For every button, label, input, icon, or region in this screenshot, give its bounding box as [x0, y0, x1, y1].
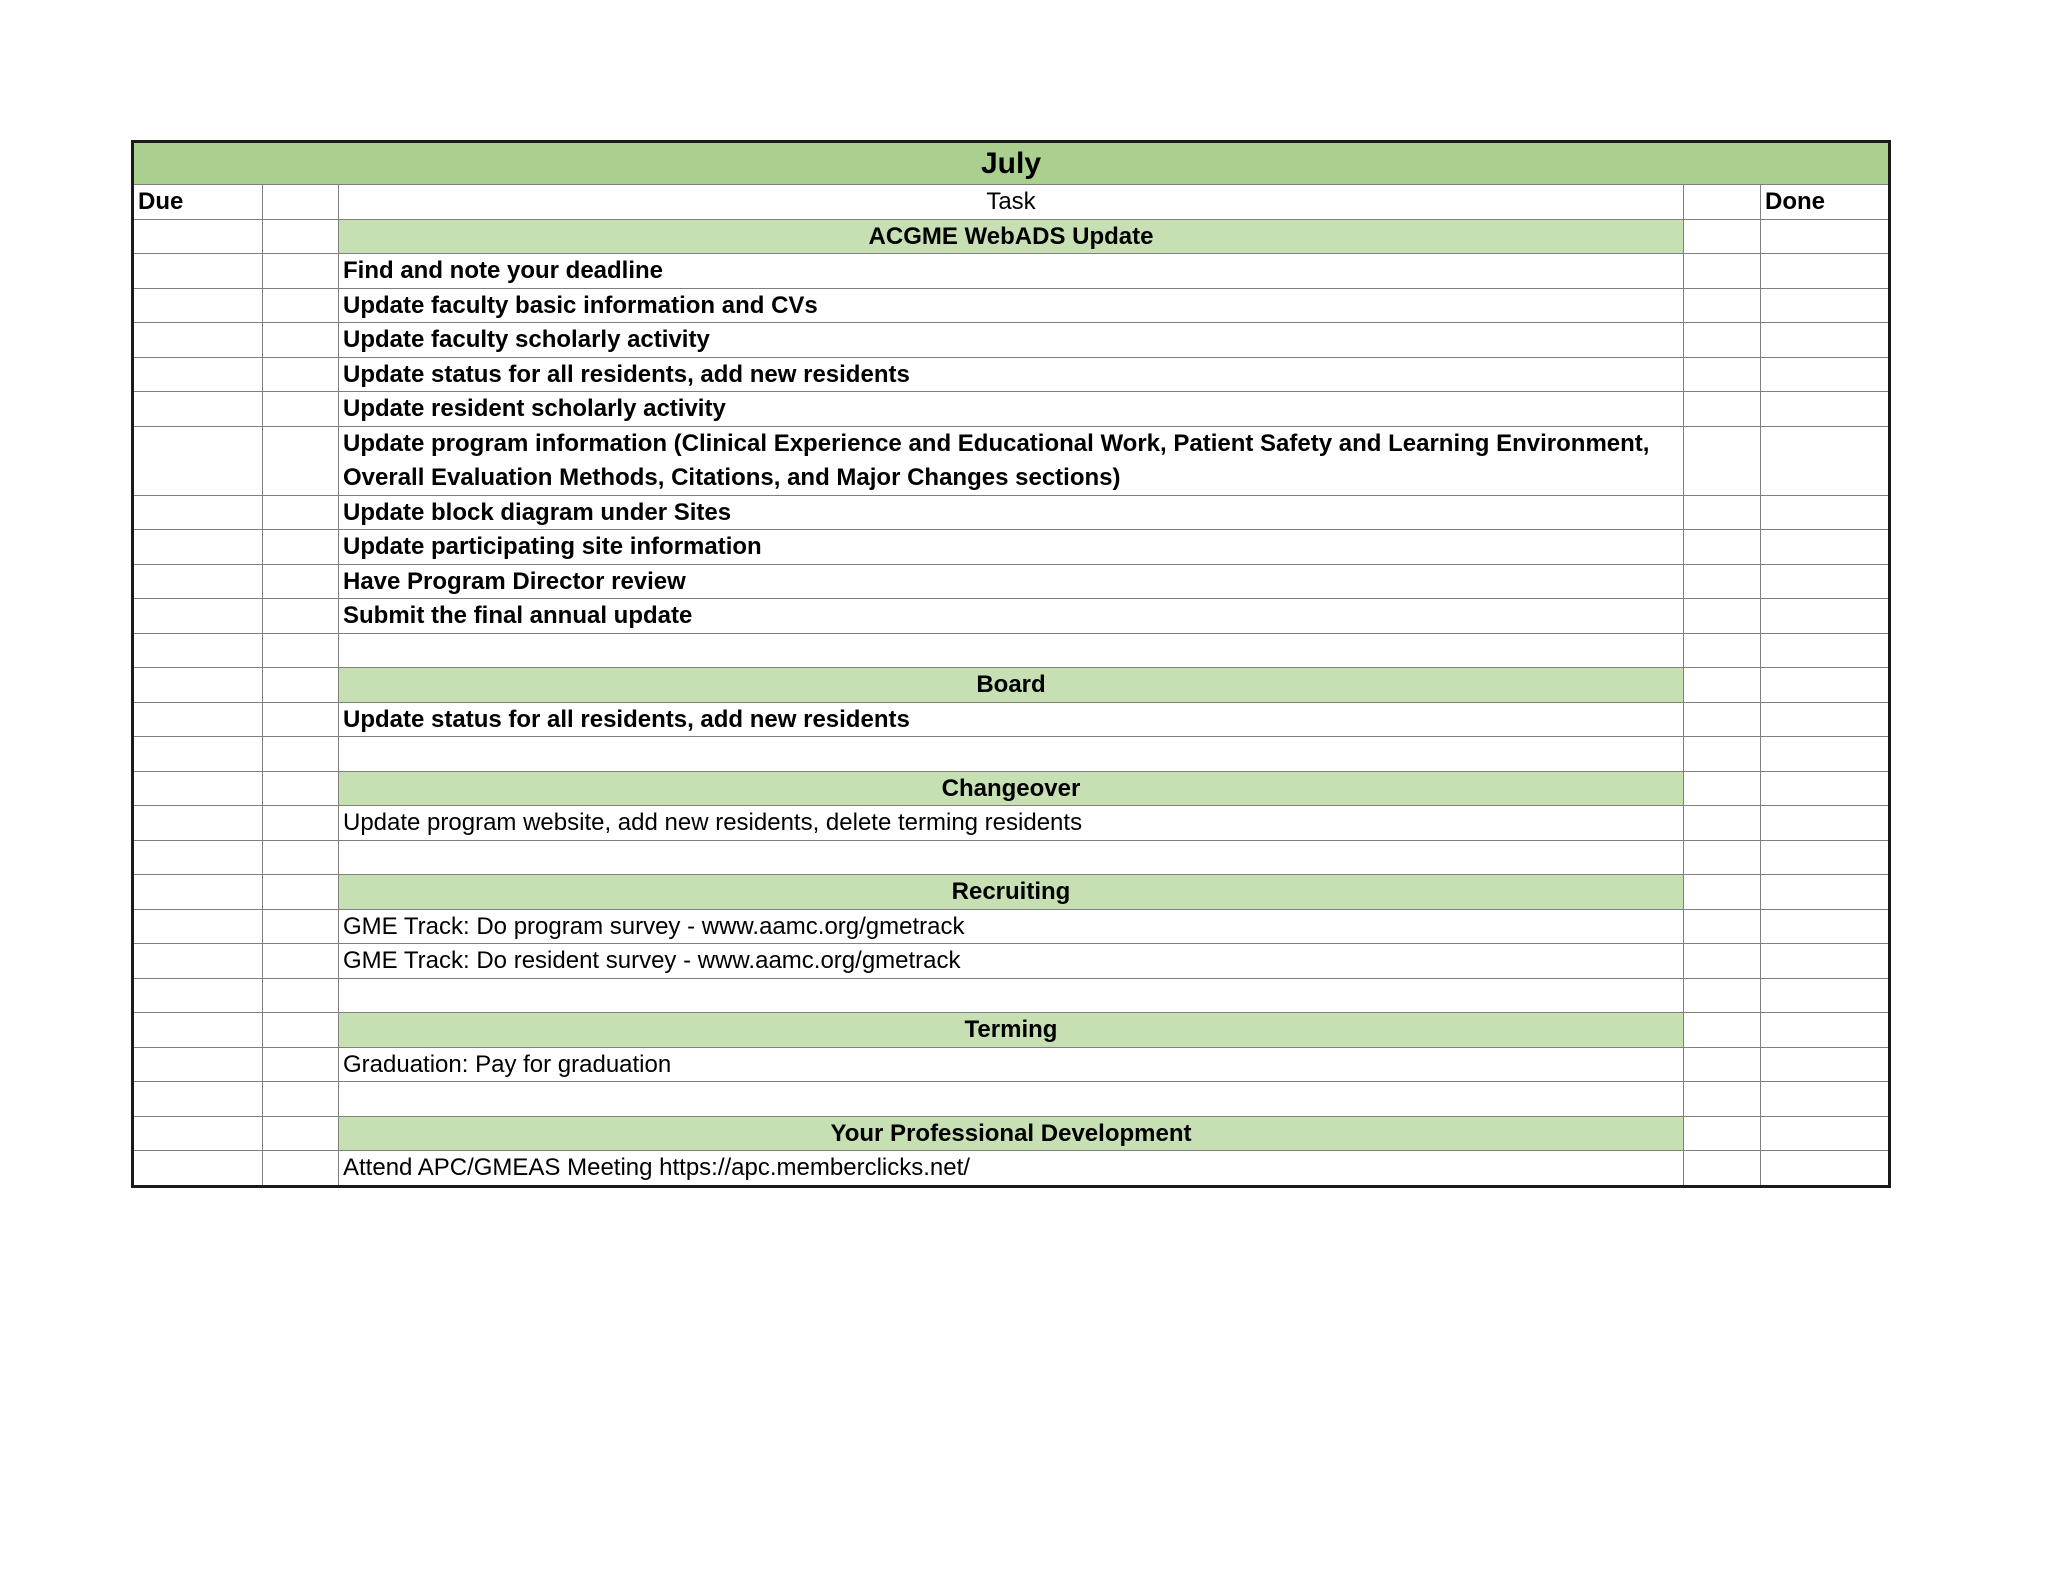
month-title-row — [133, 142, 1890, 185]
done-check-cell[interactable] — [1761, 495, 1890, 530]
task-cell-empty[interactable] — [339, 737, 1684, 772]
spacer-cell[interactable] — [263, 254, 339, 289]
empty-row — [133, 978, 1890, 1013]
spacer-cell[interactable] — [263, 1151, 339, 1187]
spacer-cell[interactable] — [263, 599, 339, 634]
spacer-cell[interactable] — [263, 564, 339, 599]
empty-row — [133, 633, 1890, 668]
section-header-row — [133, 219, 1890, 254]
spacer-cell[interactable] — [1684, 909, 1761, 944]
spacer-cell[interactable] — [1684, 633, 1761, 668]
due-date-cell[interactable] — [133, 495, 263, 530]
due-date-cell[interactable] — [133, 288, 263, 323]
due-date-cell[interactable] — [133, 840, 263, 875]
spacer-cell[interactable] — [1684, 1116, 1761, 1151]
due-date-cell[interactable] — [133, 771, 263, 806]
task-cell[interactable]: Update status for all residents, add new residents — [339, 357, 1684, 392]
spacer-cell[interactable] — [263, 737, 339, 772]
done-check-cell[interactable] — [1761, 944, 1890, 979]
spacer-cell[interactable] — [1684, 978, 1761, 1013]
done-check-cell[interactable] — [1761, 1151, 1890, 1187]
july-checklist-table — [131, 140, 1891, 1188]
spacer-cell[interactable] — [263, 978, 339, 1013]
task-row — [133, 806, 1890, 841]
spacer-cell[interactable] — [263, 1082, 339, 1117]
spacer-cell[interactable] — [1684, 392, 1761, 427]
task-row — [133, 1047, 1890, 1082]
task-row — [133, 495, 1890, 530]
done-check-cell[interactable] — [1761, 1047, 1890, 1082]
task-row — [133, 909, 1890, 944]
spacer-cell[interactable] — [1684, 737, 1761, 772]
spacer-cell[interactable] — [263, 909, 339, 944]
done-check-cell[interactable] — [1761, 875, 1890, 910]
done-column-header: Done — [1761, 185, 1890, 220]
due-date-cell[interactable] — [133, 1082, 263, 1117]
spacer-cell[interactable] — [1684, 357, 1761, 392]
spacer-cell[interactable] — [263, 392, 339, 427]
due-date-cell[interactable] — [133, 702, 263, 737]
empty-row — [133, 737, 1890, 772]
task-row — [133, 254, 1890, 289]
done-check-cell[interactable] — [1761, 771, 1890, 806]
spacer-cell[interactable] — [263, 633, 339, 668]
due-date-cell[interactable] — [133, 806, 263, 841]
section-header-row — [133, 668, 1890, 703]
section-header-row — [133, 1013, 1890, 1048]
section-title[interactable]: Board — [339, 668, 1684, 703]
section-title[interactable]: Terming — [339, 1013, 1684, 1048]
done-check-cell[interactable] — [1761, 530, 1890, 565]
month-title: July — [133, 142, 1890, 185]
section-title[interactable]: ACGME WebADS Update — [339, 219, 1684, 254]
section-header-row — [133, 875, 1890, 910]
done-check-cell[interactable] — [1761, 668, 1890, 703]
task-cell[interactable]: Update participating site information — [339, 530, 1684, 565]
task-cell[interactable]: Have Program Director review — [339, 564, 1684, 599]
spacer-cell[interactable] — [263, 1116, 339, 1151]
task-cell[interactable]: Update faculty scholarly activity — [339, 323, 1684, 358]
done-check-cell[interactable] — [1761, 909, 1890, 944]
task-cell[interactable]: Update program information (Clinical Experience and Educational Work, Patient Safety and Learning Environment, Overall Evaluation Methods, Citations, and Major Changes sections) — [339, 426, 1684, 495]
task-cell-empty[interactable] — [339, 978, 1684, 1013]
checklist-body — [133, 142, 1890, 1187]
done-check-cell[interactable] — [1761, 737, 1890, 772]
task-cell-empty[interactable] — [339, 633, 1684, 668]
task-cell[interactable]: Update resident scholarly activity — [339, 392, 1684, 427]
task-cell[interactable]: Attend APC/GMEAS Meeting https://apc.memberclicks.net/ — [339, 1151, 1684, 1187]
section-header-row — [133, 771, 1890, 806]
done-check-cell[interactable] — [1761, 599, 1890, 634]
due-date-cell[interactable] — [133, 875, 263, 910]
spacer-cell[interactable] — [1684, 1047, 1761, 1082]
due-date-cell[interactable] — [133, 1151, 263, 1187]
spacer-cell[interactable] — [1684, 771, 1761, 806]
spacer-cell[interactable] — [1684, 564, 1761, 599]
due-date-cell[interactable] — [133, 633, 263, 668]
done-check-cell[interactable] — [1761, 1082, 1890, 1117]
spacer-cell[interactable] — [263, 288, 339, 323]
task-row — [133, 392, 1890, 427]
due-date-cell[interactable] — [133, 392, 263, 427]
spacer-cell[interactable] — [263, 426, 339, 495]
task-cell[interactable]: Update status for all residents, add new residents — [339, 702, 1684, 737]
spacer-cell[interactable] — [263, 530, 339, 565]
spacer-cell[interactable] — [263, 806, 339, 841]
blank-column-header — [1684, 185, 1761, 220]
section-header-row — [133, 1116, 1890, 1151]
task-cell[interactable]: GME Track: Do resident survey - www.aamc.org/gmetrack — [339, 944, 1684, 979]
blank-column-header — [263, 185, 339, 220]
due-date-cell[interactable] — [133, 909, 263, 944]
done-check-cell[interactable] — [1761, 426, 1890, 495]
task-cell[interactable]: Find and note your deadline — [339, 254, 1684, 289]
task-row — [133, 944, 1890, 979]
section-title[interactable]: Your Professional Development — [339, 1116, 1684, 1151]
spacer-cell[interactable] — [263, 944, 339, 979]
task-row — [133, 323, 1890, 358]
done-check-cell[interactable] — [1761, 323, 1890, 358]
task-cell[interactable]: Submit the final annual update — [339, 599, 1684, 634]
due-date-cell[interactable] — [133, 323, 263, 358]
spacer-cell[interactable] — [1684, 495, 1761, 530]
spacer-cell[interactable] — [263, 219, 339, 254]
spacer-cell[interactable] — [1684, 806, 1761, 841]
column-header-row — [133, 185, 1890, 220]
due-date-cell[interactable] — [133, 357, 263, 392]
task-cell[interactable]: Graduation: Pay for graduation — [339, 1047, 1684, 1082]
due-date-cell[interactable] — [133, 599, 263, 634]
done-check-cell[interactable] — [1761, 288, 1890, 323]
spacer-cell[interactable] — [263, 495, 339, 530]
done-check-cell[interactable] — [1761, 633, 1890, 668]
done-check-cell[interactable] — [1761, 978, 1890, 1013]
spacer-cell[interactable] — [1684, 875, 1761, 910]
empty-row — [133, 840, 1890, 875]
task-row — [133, 1151, 1890, 1187]
done-check-cell[interactable] — [1761, 219, 1890, 254]
task-column-header: Task — [339, 185, 1684, 220]
task-row — [133, 564, 1890, 599]
task-row — [133, 288, 1890, 323]
spacer-cell[interactable] — [1684, 254, 1761, 289]
spacer-cell[interactable] — [1684, 840, 1761, 875]
spacer-cell[interactable] — [1684, 599, 1761, 634]
done-check-cell[interactable] — [1761, 1116, 1890, 1151]
task-cell[interactable]: Update program website, add new residents, delete terming residents — [339, 806, 1684, 841]
task-row — [133, 426, 1890, 495]
due-date-cell[interactable] — [133, 254, 263, 289]
task-cell-empty[interactable] — [339, 840, 1684, 875]
section-title[interactable]: Recruiting — [339, 875, 1684, 910]
done-check-cell[interactable] — [1761, 1013, 1890, 1048]
task-cell-empty[interactable] — [339, 1082, 1684, 1117]
spacer-cell[interactable] — [1684, 323, 1761, 358]
done-check-cell[interactable] — [1761, 702, 1890, 737]
due-date-cell[interactable] — [133, 737, 263, 772]
due-date-cell[interactable] — [133, 564, 263, 599]
spacer-cell[interactable] — [1684, 944, 1761, 979]
spacer-cell[interactable] — [263, 771, 339, 806]
done-check-cell[interactable] — [1761, 254, 1890, 289]
spacer-cell[interactable] — [263, 323, 339, 358]
spacer-cell[interactable] — [263, 702, 339, 737]
done-check-cell[interactable] — [1761, 564, 1890, 599]
spacer-cell[interactable] — [263, 357, 339, 392]
spacer-cell[interactable] — [1684, 668, 1761, 703]
due-date-cell[interactable] — [133, 668, 263, 703]
spacer-cell[interactable] — [263, 1047, 339, 1082]
spacer-cell[interactable] — [263, 1013, 339, 1048]
spacer-cell[interactable] — [263, 668, 339, 703]
spacer-cell[interactable] — [1684, 426, 1761, 495]
due-date-cell[interactable] — [133, 1047, 263, 1082]
due-date-cell[interactable] — [133, 1116, 263, 1151]
task-cell[interactable]: Update faculty basic information and CVs — [339, 288, 1684, 323]
due-date-cell[interactable] — [133, 944, 263, 979]
done-check-cell[interactable] — [1761, 806, 1890, 841]
task-row — [133, 357, 1890, 392]
section-title[interactable]: Changeover — [339, 771, 1684, 806]
due-date-cell[interactable] — [133, 1013, 263, 1048]
done-check-cell[interactable] — [1761, 840, 1890, 875]
due-column-header: Due — [133, 185, 263, 220]
spacer-cell[interactable] — [1684, 1151, 1761, 1187]
spacer-cell[interactable] — [263, 840, 339, 875]
spacer-cell[interactable] — [1684, 288, 1761, 323]
spacer-cell[interactable] — [1684, 1013, 1761, 1048]
spacer-cell[interactable] — [1684, 219, 1761, 254]
spacer-cell[interactable] — [1684, 1082, 1761, 1117]
spacer-cell[interactable] — [263, 875, 339, 910]
spacer-cell[interactable] — [1684, 702, 1761, 737]
empty-row — [133, 1082, 1890, 1117]
task-cell[interactable]: Update block diagram under Sites — [339, 495, 1684, 530]
done-check-cell[interactable] — [1761, 357, 1890, 392]
task-row — [133, 702, 1890, 737]
due-date-cell[interactable] — [133, 978, 263, 1013]
task-row — [133, 530, 1890, 565]
due-date-cell[interactable] — [133, 530, 263, 565]
task-row — [133, 599, 1890, 634]
spacer-cell[interactable] — [1684, 530, 1761, 565]
done-check-cell[interactable] — [1761, 392, 1890, 427]
task-cell[interactable]: GME Track: Do program survey - www.aamc.org/gmetrack — [339, 909, 1684, 944]
due-date-cell[interactable] — [133, 219, 263, 254]
due-date-cell[interactable] — [133, 426, 263, 495]
